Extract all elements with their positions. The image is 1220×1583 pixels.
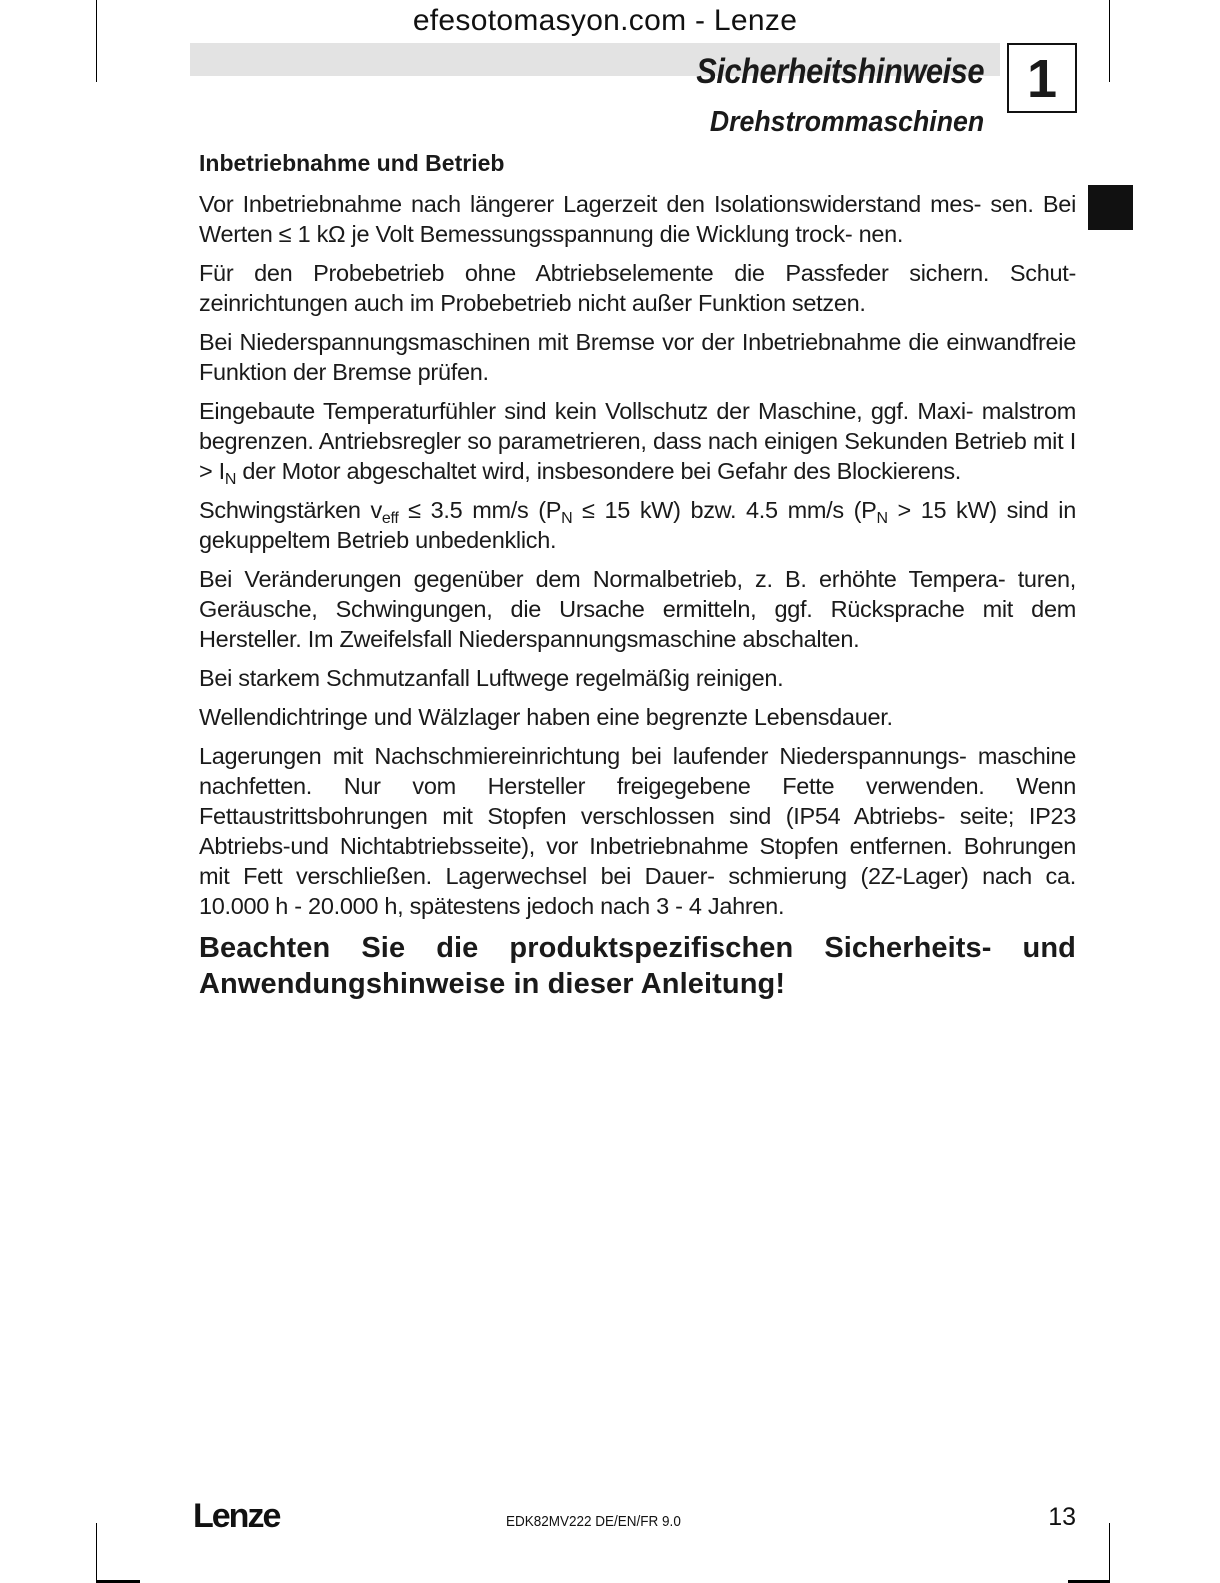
subscript: N [224, 471, 237, 488]
paragraph: Bei starkem Schmutzanfall Luftwege regelmäßig reinigen. [199, 665, 784, 691]
text-run: > 15 kW) sind in gekuppeltem Betrieb unbedenklich. [199, 497, 1076, 553]
paragraph [199, 396, 1076, 486]
paragraph: Lagerungen mit Nachschmiereinrichtung bei laufender Niederspannungs- maschine nachfetten. Nur vom Hersteller freigegebene Fette verwenden. Wenn Fettaustrittsbohrungen mit Stopfen verschlossen sind (IP54 Abtriebs- seite; IP23 Abtriebs-und Nichtabtriebsseite), vor Inbetriebnahme Stopfen entfernen. Bohrungen mit Fett verschließen. Lagerwechsel bei Dauer- schmierung (2Z-Lager) nach ca. 10.000 h - 20.000 h, spätestens jedoch nach 3 - 4 Jahren. [199, 743, 1076, 919]
paragraph [199, 495, 1076, 555]
subscript: N [561, 510, 573, 527]
chapter-tab-marker [1088, 185, 1133, 230]
paragraph: Wellendichtringe und Wälzlager haben eine begrenzte Lebensdauer. [199, 704, 893, 730]
paragraph: Für den Probebetrieb ohne Abtriebselemente die Passfeder sichern. Schut- zeinrichtungen auch im Probebetrieb nicht außer Funktion setzen. [199, 260, 1076, 316]
subscript: eff [381, 510, 399, 527]
text-run: ≤ 15 kW) bzw. 4.5 mm/s (P [572, 497, 877, 523]
paragraph: Bei Veränderungen gegenüber dem Normalbetrieb, z. B. erhöhte Tempera- turen, Geräusche, Schwingungen, die Ursache ermitteln, ggf. Rücksprache mit dem Hersteller. Im Zweifelsfall Niederspannungsmaschine abschalten. [199, 566, 1076, 652]
section-heading: Inbetriebnahme und Betrieb [199, 150, 505, 176]
document-id: EDK82MV222 DE/EN/FR 9.0 [506, 1513, 681, 1530]
crop-mark [96, 1523, 97, 1583]
text-run: Schwingstärken v [199, 497, 382, 523]
main-content [199, 148, 1076, 1002]
section-title: Sicherheitshinweise [696, 52, 984, 91]
crop-mark [1109, 1523, 1110, 1583]
chapter-number-box: 1 [1007, 43, 1077, 113]
watermark-text: efesotomasyon.com - Lenze [412, 4, 798, 37]
subscript: N [876, 510, 888, 527]
text-run: der Motor abgeschaltet wird, insbesondere bei Gefahr des Blockierens. [236, 458, 962, 484]
text-run: ≤ 3.5 mm/s (P [398, 497, 562, 523]
closing-notice: Beachten Sie die produktspezifischen Sicherheits- und Anwendungshinweise in dieser Anleitung! [199, 932, 1076, 1000]
text-run: Eingebaute Temperaturfühler sind kein Vollschutz der Maschine, ggf. Maxi- malstrom begrenzen. Antriebsregler so parametrieren, dass nach einigen Sekunden Betrieb mit I > I [199, 398, 1076, 484]
paragraph: Vor Inbetriebnahme nach längerer Lagerzeit den Isolationswiderstand mes- sen. Bei Werten ≤ 1 kΩ je Volt Bemessungsspannung die Wicklung trock- nen. [199, 191, 1076, 247]
subsection-title: Drehstrommaschinen [709, 106, 984, 138]
page-number: 13 [1048, 1503, 1076, 1531]
paragraph: Bei Niederspannungsmaschinen mit Bremse vor der Inbetriebnahme die einwandfreie Funktion der Bremse prüfen. [199, 329, 1076, 385]
lenze-logo: Lenze [193, 1497, 280, 1535]
